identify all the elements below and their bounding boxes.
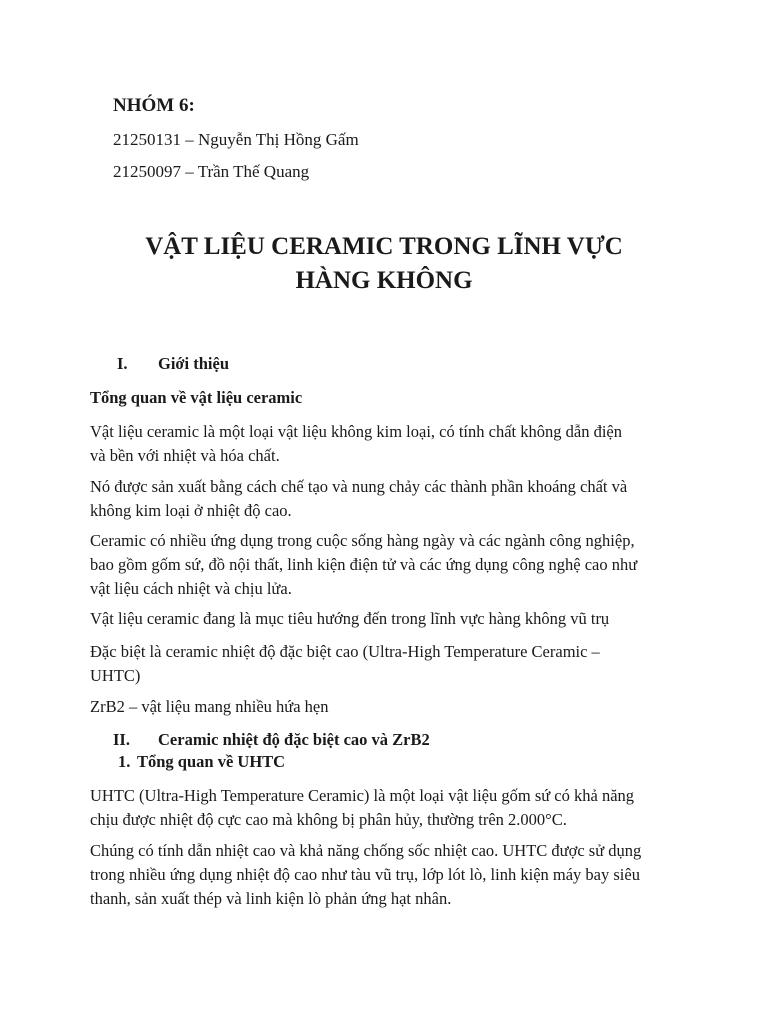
paragraph-line: ZrB2 – vật liệu mang nhiều hứa hẹn [90, 697, 329, 716]
paragraph-line: bao gồm gốm sứ, đồ nội thất, linh kiện điện tử và các ứng dụng công nghệ cao như [90, 555, 638, 574]
section-2-number: II. [113, 730, 130, 749]
paragraph-line: Chúng có tính dẫn nhiệt cao và khả năng chống sốc nhiệt cao. UHTC được sử dụng [90, 841, 642, 860]
paragraph [90, 839, 690, 911]
paragraph-line: Vật liệu ceramic là một loại vật liệu không kim loại, có tính chất không dẫn điện [90, 422, 622, 441]
paragraph [90, 607, 690, 631]
paragraph-line: UHTC) [90, 666, 141, 685]
section-1-number: I. [117, 354, 128, 373]
paragraph [90, 475, 690, 523]
paragraph-line: Nó được sản xuất bằng cách chế tạo và nung chảy các thành phần khoáng chất và [90, 477, 628, 496]
document-title-line-2: HÀNG KHÔNG [295, 267, 473, 294]
group-title: NHÓM 6: [113, 95, 195, 116]
paragraph-line: UHTC (Ultra-High Temperature Ceramic) là một loại vật liệu gốm sứ có khả năng [90, 786, 635, 805]
paragraph [90, 695, 690, 719]
paragraph-line: Vật liệu ceramic đang là mục tiêu hướng đến trong lĩnh vực hàng không vũ trụ [90, 609, 610, 628]
paragraph-line: và bền với nhiệt và hóa chất. [90, 446, 280, 465]
section-2-heading: Ceramic nhiệt độ đặc biệt cao và ZrB2 [158, 730, 430, 749]
section-1-heading: Giới thiệu [158, 354, 230, 373]
member-line: 21250097 – Trần Thế Quang [113, 162, 310, 181]
paragraph [90, 640, 690, 688]
paragraph-line: thanh, sản xuất thép và linh kiện lò phản ứng hạt nhân. [90, 889, 452, 908]
subsection-number: 1. [118, 752, 131, 771]
paragraph-line: không kim loại ở nhiệt độ cao. [90, 501, 292, 520]
member-line: 21250131 – Nguyễn Thị Hồng Gấm [113, 130, 359, 149]
paragraph-line: trong nhiều ứng dụng nhiệt độ cao như tàu vũ trụ, lớp lót lò, linh kiện máy bay siêu [90, 865, 640, 884]
subsection-heading: Tổng quan về UHTC [137, 752, 286, 771]
paragraph [90, 420, 690, 468]
paragraph [90, 784, 690, 832]
paragraph-line: Đặc biệt là ceramic nhiệt độ đặc biệt cao (Ultra-High Temperature Ceramic – [90, 642, 600, 661]
paragraph [90, 529, 690, 601]
document-title-line-1: VẬT LIỆU CERAMIC TRONG LĨNH VỰC [145, 233, 623, 260]
paragraph-line: vật liệu cách nhiệt và chịu lửa. [90, 579, 292, 598]
paragraph-line: chịu được nhiệt độ cực cao mà không bị phân hủy, thường trên 2.000°C. [90, 810, 567, 829]
paragraph-line: Ceramic có nhiều ứng dụng trong cuộc sống hàng ngày và các ngành công nghiệp, [90, 531, 635, 550]
section-1-subheading: Tổng quan về vật liệu ceramic [90, 388, 303, 407]
